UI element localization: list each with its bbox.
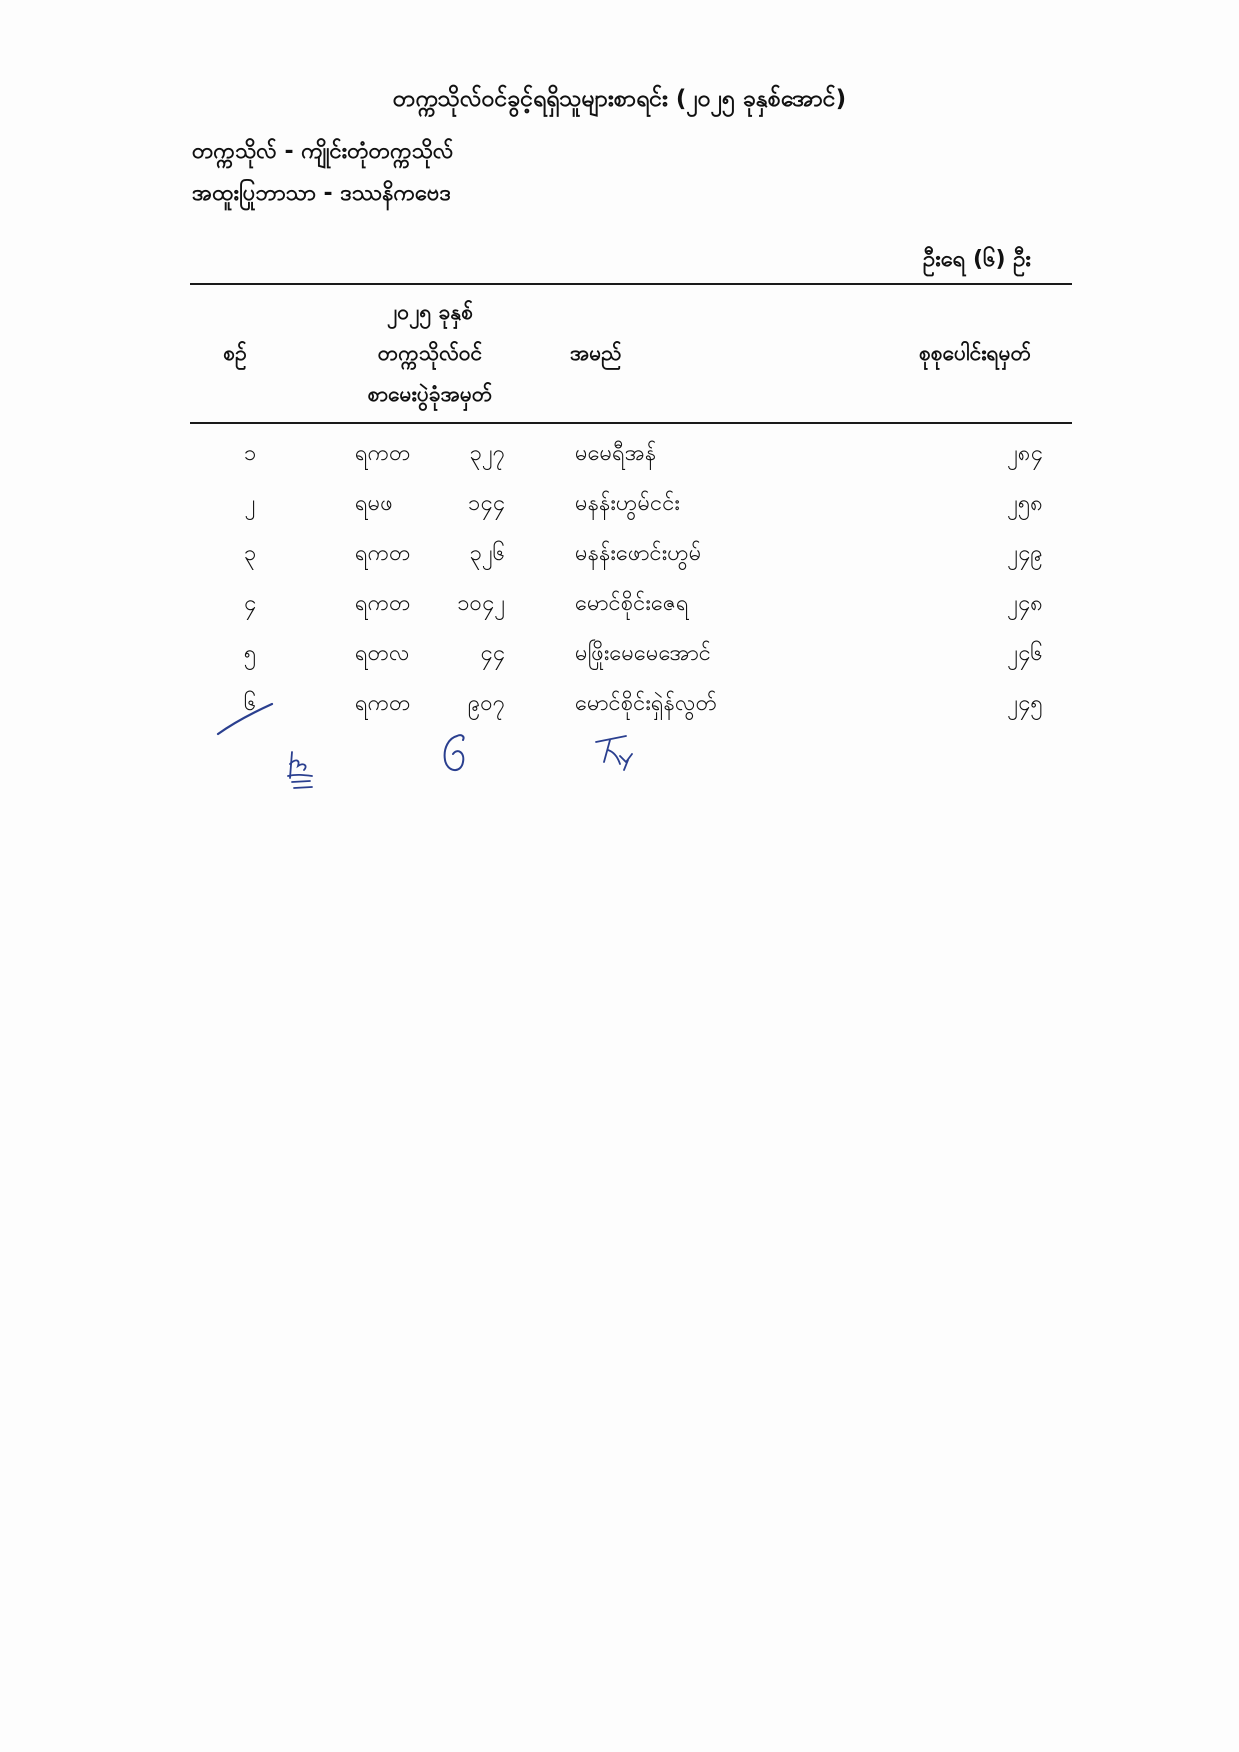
- row-no: ၅: [243, 641, 257, 666]
- row-name: မမေရီအန်: [575, 441, 657, 466]
- header-no: စဉ်: [223, 341, 247, 365]
- table-row: [190, 630, 1072, 680]
- row-roll-number: ၁၀၄၂: [457, 591, 505, 616]
- row-roll-number: ၉၀၇: [467, 691, 505, 716]
- row-roll-code: ရကတ: [355, 691, 411, 716]
- major-line: အထူးပြုဘာသာ - ဒဿနိကဗေဒ: [192, 181, 451, 206]
- table-row: [190, 530, 1072, 580]
- row-name: မဖြိုးမေမေအောင်: [575, 641, 711, 666]
- row-name: မနန်းဖောင်းဟွမ်: [575, 541, 702, 566]
- header-roll-number: [330, 292, 530, 415]
- table-row: [190, 480, 1072, 530]
- table-row: [190, 680, 1072, 730]
- row-no: ၃: [243, 541, 257, 566]
- row-total: ၂၄၅: [1007, 691, 1043, 716]
- header-total: စုစုပေါင်းရမှတ်: [918, 341, 1032, 365]
- row-total: ၂၈၄: [1007, 441, 1043, 466]
- row-roll-code: ရကတ: [355, 591, 411, 616]
- row-no: ၄: [243, 591, 257, 616]
- row-roll-code: ရတလ: [355, 641, 410, 666]
- row-no: ၆: [243, 691, 257, 716]
- pen-stroke-mark: [210, 700, 280, 740]
- row-roll-number: ၄၄: [480, 641, 505, 666]
- header-roll-line1: ၂၀၂၅ ခုနှစ်: [386, 300, 474, 324]
- row-name: မောင်စိုင်းရှဲန်လွတ်: [575, 691, 717, 716]
- signature-1: [282, 748, 322, 796]
- table-header-rule: [190, 422, 1072, 424]
- row-roll-number: ၃၂၆: [469, 541, 505, 566]
- row-total: ၂၅၈: [1007, 491, 1043, 516]
- row-roll-number: ၃၂၇: [469, 441, 505, 466]
- row-total: ၂၄၆: [1007, 641, 1043, 666]
- signature-3: [590, 732, 642, 774]
- row-roll-code: ရမဖ: [355, 491, 393, 516]
- document-title: တက္ကသိုလ်ဝင်ခွင့်ရရှိသူများစာရင်း (၂၀၂၅ ခုနှစ်အောင်): [392, 86, 847, 112]
- university-line: တက္ကသိုလ် - ကျိုင်းတုံတက္ကသိုလ်: [192, 139, 454, 164]
- row-roll-number: ၁၄၄: [467, 491, 505, 516]
- table-top-rule: [190, 283, 1072, 285]
- header-roll-line3: စာမေးပွဲခုံအမှတ်: [367, 382, 493, 406]
- row-roll-code: ရကတ: [355, 541, 411, 566]
- row-total: ၂၄၉: [1007, 541, 1043, 566]
- row-no: ၁: [243, 441, 257, 466]
- row-name: မောင်စိုင်းဇေရ: [575, 591, 689, 616]
- row-name: မနန်းဟွမ်ငင်း: [575, 491, 681, 516]
- header-roll-line2: တက္ကသိုလ်ဝင်: [377, 341, 483, 365]
- row-no: ၂: [244, 491, 256, 516]
- table-row: [190, 430, 1072, 480]
- signature-2: [435, 730, 475, 778]
- count-label: ဦးရေ (၆) ဦး: [923, 247, 1031, 272]
- header-name: အမည်: [570, 341, 622, 365]
- row-total: ၂၄၈: [1007, 591, 1043, 616]
- table-row: [190, 580, 1072, 630]
- row-roll-code: ရကတ: [355, 441, 411, 466]
